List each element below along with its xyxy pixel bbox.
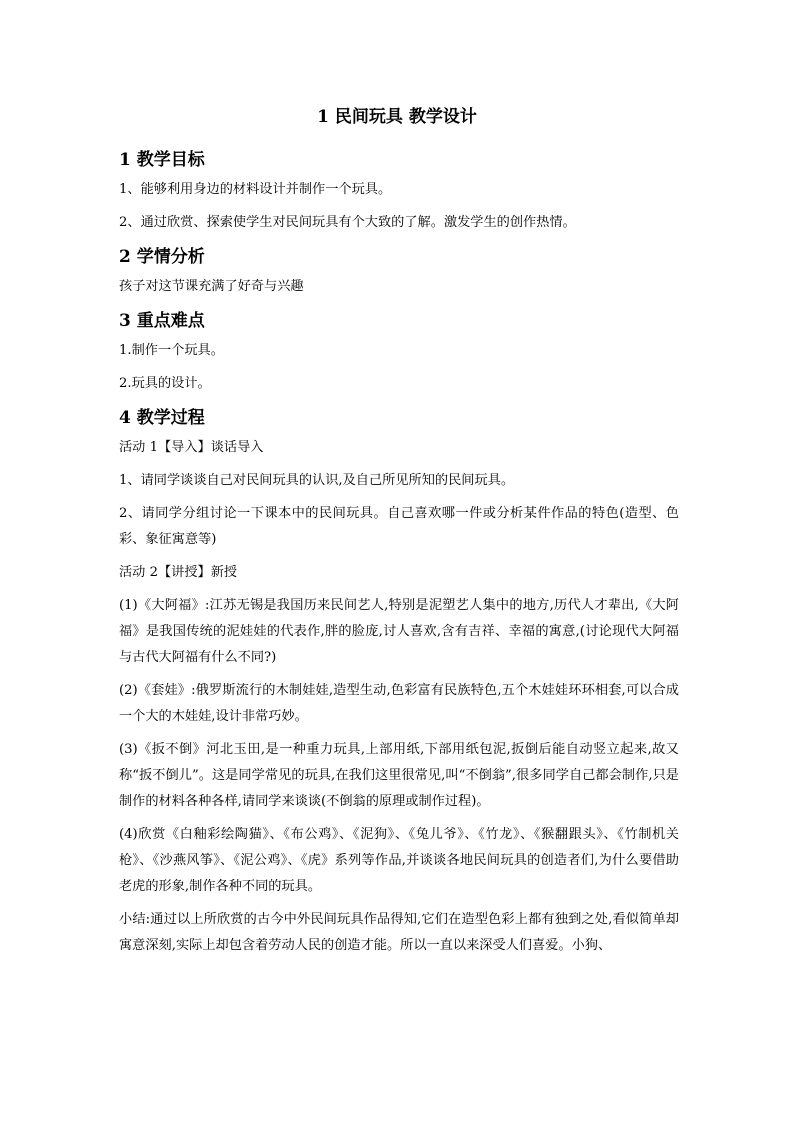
section-teaching-process (119, 405, 679, 959)
section-student-analysis (119, 244, 679, 300)
activity-label: 活动 1【导入】谈话导入 (119, 440, 264, 455)
paragraph: (4)欣赏《白釉彩绘陶猫》、《布公鸡》、《泥狗》、《兔儿爷》、《竹龙》、《猴翻跟头》、《竹制机关枪》、《沙燕风筝》、《泥公鸡》、《虎》系列等作品,并谈谈各地民间玩具的创造者们,为什么要借助老虎的形象,制作各种不同的玩具。 (119, 827, 679, 894)
paragraph: (2)《套娃》:俄罗斯流行的木制娃娃,造型生动,色彩富有民族特色,五个木娃娃环环相套,可以合成一个大的木娃娃,设计非常巧妙。 (119, 683, 679, 724)
paragraph: 1、请同学谈谈自己对民间玩具的认识,及自己所见所知的民间玩具。 (119, 473, 515, 488)
paragraph: 2、请同学分组讨论一下课本中的民间玩具。自己喜欢哪一件或分析某件作品的特色(造型、色彩、象征寓意等) (119, 506, 679, 547)
paragraph: (1)《大阿福》:江苏无锡是我国历来民间艺人,特别是泥塑艺人集中的地方,历代人才辈出,《大阿福》是我国传统的泥娃娃的代表作,胖的脸庞,讨人喜欢,含有吉祥、幸福的寓意,(讨论现代大阿福与古代大阿福有什么不同?) (119, 598, 679, 665)
document-body (119, 147, 679, 959)
paragraph: 2.玩具的设计。 (119, 376, 211, 391)
paragraph: 孩子对这节课充满了好奇与兴趣 (119, 279, 304, 294)
paragraph: 2、通过欣赏、探索使学生对民间玩具有个大致的了解。激发学生的创作热情。 (119, 215, 576, 230)
paragraph: 1、能够利用身边的材料设计并制作一个玩具。 (119, 182, 392, 197)
paragraph: (3)《扳不倒》河北玉田,是一种重力玩具,上部用纸,下部用纸包泥,扳倒后能自动竖立起来,故又称“扳不倒儿”。这是同学常见的玩具,在我们这里很常见,叫“不倒翁”,很多同学自己都会制作,只是制作的材料各种各样,请同学来谈谈(不倒翁的原理或制作过程)。 (119, 742, 679, 809)
section-heading: 2 学情分析 (119, 247, 205, 267)
section-teaching-goals (119, 147, 679, 236)
activity-label: 活动 2【讲授】新授 (119, 565, 238, 580)
paragraph: 1.制作一个玩具。 (119, 343, 224, 358)
section-heading: 3 重点难点 (119, 311, 205, 331)
summary-paragraph: 小结:通过以上所欣赏的古今中外民间玩具作品得知,它们在造型色彩上都有独到之处,看似简单却寓意深刻,实际上却包含着劳动人民的创造才能。所以一直以来深受人们喜爱。小狗、 (119, 912, 679, 953)
section-heading: 1 教学目标 (119, 150, 205, 170)
document-title: 1 民间玩具 教学设计 (317, 107, 477, 127)
section-key-points (119, 308, 679, 397)
section-heading: 4 教学过程 (119, 408, 205, 428)
